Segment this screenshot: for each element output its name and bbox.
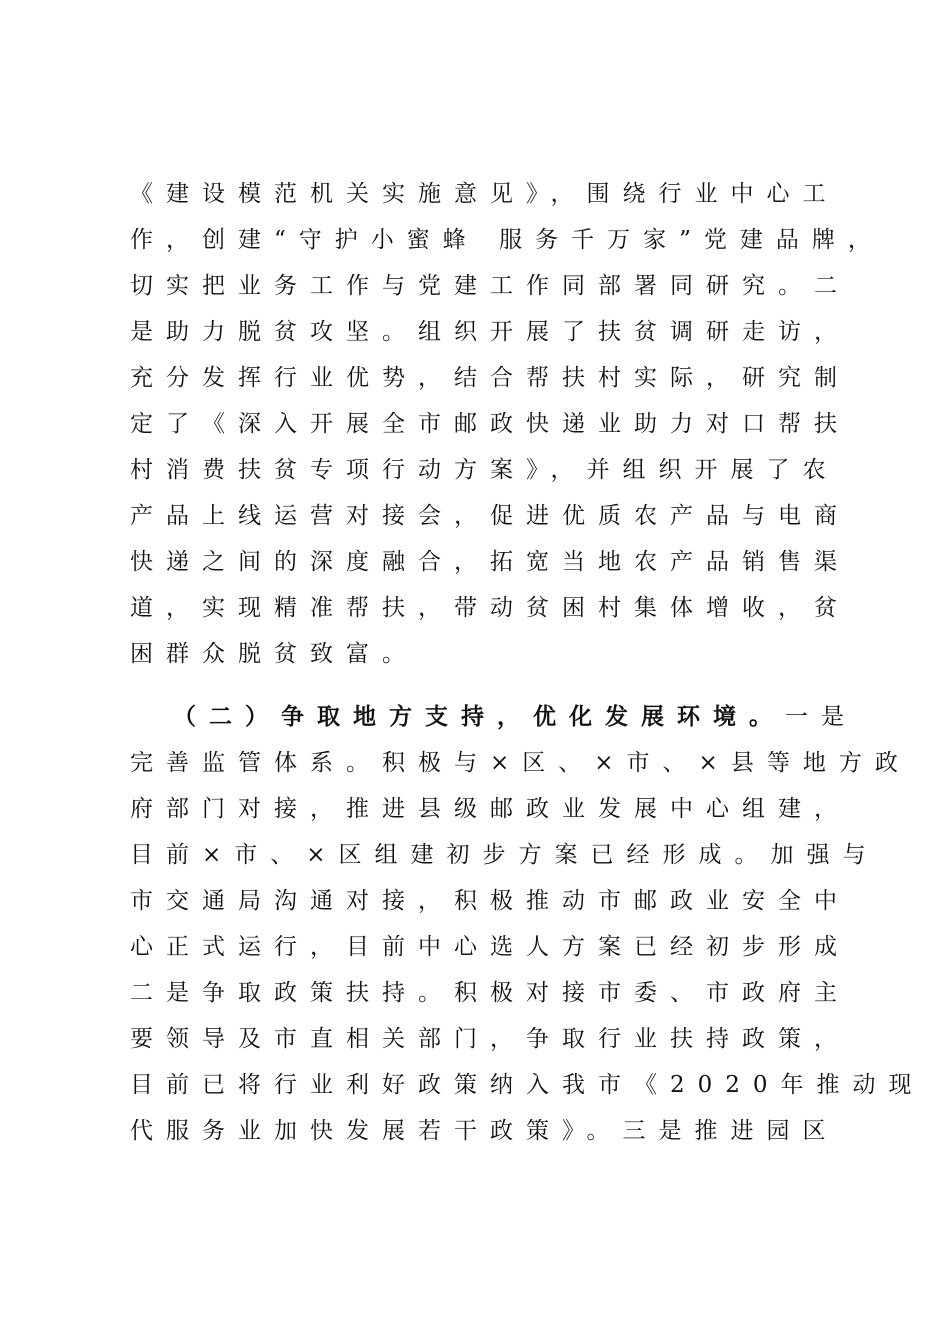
text-line: 完善监管体系。积极与×区、×市、×县等地方政 (130, 750, 911, 776)
heading-line-rest: 一是 (785, 704, 857, 730)
text-line: 目前已将行业利好政策纳入我市《2020年推动现 (130, 1072, 925, 1098)
text-line: 市交通局沟通对接，积极推动市邮政业安全中 (130, 888, 850, 914)
text-line: 产品上线运营对接会，促进优质农产品与电商 (130, 503, 850, 529)
text-line: 要领导及市直相关部门，争取行业扶持政策， (130, 1026, 850, 1052)
text-line: 充分发挥行业优势，结合帮扶村实际，研究制 (130, 365, 850, 391)
section-heading-line (173, 697, 857, 737)
text-line: 代服务业加快发展若干政策》。三是推进园区 (130, 1118, 839, 1144)
text-line: 是助力脱贫攻坚。组织开展了扶贫调研走访， (130, 319, 850, 345)
text-line: 目前×市、×区组建初步方案已经形成。加强与 (130, 842, 879, 868)
text-line: 《建设模范机关实施意见》，围绕行业中心工 (130, 181, 839, 207)
text-line: 困群众脱贫致富。 (130, 641, 418, 667)
section-heading: （二）争取地方支持，优化发展环境。 (173, 703, 785, 730)
text-line: 村消费扶贫专项行动方案》，并组织开展了农 (130, 457, 839, 483)
text-line: 二是争取政策扶持。积极对接市委、市政府主 (130, 980, 850, 1006)
text-line: 府部门对接，推进县级邮政业发展中心组建， (130, 796, 850, 822)
text-line: 快递之间的深度融合，拓宽当地农产品销售渠 (130, 549, 850, 575)
text-line: 作，创建“守护小蜜蜂 服务千万家”党建品牌， (130, 227, 884, 253)
text-line: 道，实现精准帮扶，带动贫困村集体增收，贫 (130, 595, 850, 621)
text-line: 定了《深入开展全市邮政快递业助力对口帮扶 (130, 411, 850, 437)
text-line: 心正式运行，目前中心选人方案已经初步形成 (130, 934, 850, 960)
text-line: 切实把业务工作与党建工作同部署同研究。二 (130, 273, 850, 299)
